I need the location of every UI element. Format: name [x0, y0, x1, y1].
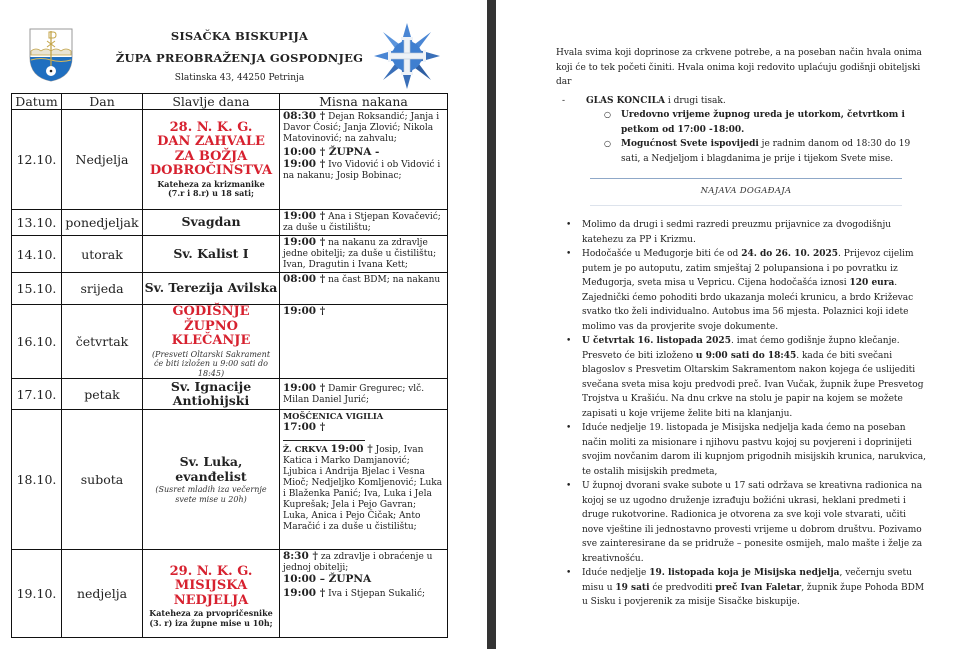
announcement-item: [566, 247, 928, 334]
announcement-text-bold: u 9:00 sati do 18:45: [695, 350, 797, 361]
parish-title: ŽUPA PREOBRAŽENJA GOSPODNJEG: [115, 51, 364, 65]
announcement-text: , večernju svetu misu u: [582, 568, 912, 593]
bullet-dot-icon: •: [566, 481, 572, 491]
announcement-item: [566, 218, 928, 247]
table-row: [12, 210, 448, 236]
mass-entry: [283, 588, 444, 600]
mass-entry: [283, 274, 444, 286]
feast-name: Svagdan: [181, 214, 241, 230]
announcement-text: . Prijevoz cijelim putem je po autoputu, zatim smještaj 2 polupansiona i po povratku iz Međugorja, sveta misa u Vepricu. Cijena hodočašća iznosi: [582, 249, 914, 288]
row-intentions: [280, 550, 448, 638]
feast-name: Sv. Kalist I: [173, 245, 249, 261]
feast-name-line: GODIŠNJE ŽUPNO KLEČANJE: [171, 304, 251, 348]
separator-line: [283, 434, 365, 441]
announcement-text: Molimo da drugi i sedmi razredi preuzmu prijavnice za dvogodišnju katehezu za PP i Krizmu.: [582, 220, 892, 245]
feast-name: Sv. Luka, evanđelist: [175, 454, 247, 484]
mass-entry: [283, 211, 444, 234]
mass-intention: na nakanu za zdravlje jedne obitelji; za duše u čistilištu; Ivan, Dragutin i Ivana Kett;: [283, 238, 437, 270]
mass-time: 08:30 †: [283, 110, 326, 122]
bullet-dot-icon: •: [566, 568, 572, 578]
announcement-text: . imat ćemo godišnje župno klečanje. Presveto će biti izloženo: [582, 336, 900, 361]
row-day: petak: [62, 379, 143, 410]
mass-time: 19:00 †: [283, 236, 326, 248]
announcement-item: [566, 566, 928, 610]
parish-address: Slatinska 43, 44250 Petrinja: [174, 73, 305, 83]
mass-intention: za zdravlje i obraćenje u jednoj obitelji;: [283, 552, 433, 573]
row-feast: [143, 305, 280, 379]
right-page-content: [556, 46, 928, 610]
mass-entry: [283, 237, 444, 271]
bullet-dot-icon: •: [566, 423, 572, 433]
announcement-text-bold: 24. do 26. 10. 2025: [741, 249, 839, 259]
mass-intention: Josip, Ivan Katica i Marko Damjanović; Ljubica i Andrija Bjelac i Vesna Mioč; Nedjeljko Komljenović; Luka i Blaženka Panić; Iva, Luka i Jela Kuprešak; Jela i Pejo Gavran; Luka, Anica i Pejo Čičak; Anto Maračić i za duše u čistilištu;: [283, 445, 443, 532]
section-title: NAJAVA DOGAĐAJA: [700, 186, 792, 196]
announcements-list: [566, 218, 928, 610]
mass-time: 17:00 †: [283, 421, 326, 433]
row-feast: [143, 273, 280, 305]
page-divider: [487, 0, 496, 649]
mass-time: 10:00 † ŽUPNA -: [283, 146, 380, 158]
row-date: 14.10.: [12, 236, 62, 273]
feast-name-line: 28. N. K. G.: [169, 119, 253, 135]
bullet-dot-icon: •: [566, 336, 572, 346]
dash-item-rest: i drugi tisak.: [664, 95, 726, 106]
mass-entry: [283, 383, 444, 406]
mass-time: 19:00 †: [330, 443, 373, 455]
bullet-dot-icon: •: [566, 249, 572, 259]
feast-name-line: 29. N. K. G.: [169, 563, 253, 579]
mass-time: 10:00 – ŽUPNA: [283, 573, 372, 585]
dash-item-bold: GLAS KONCILA: [586, 95, 665, 106]
mass-entry: [283, 306, 444, 318]
bullet-dot-icon: •: [566, 220, 572, 230]
church-label: Ž. CRKVA: [283, 444, 328, 454]
row-intentions: [280, 379, 448, 410]
row-day: Nedjelja: [62, 110, 143, 210]
mass-time: 19:00 †: [283, 158, 326, 170]
dash-bullet-icon: -: [562, 95, 566, 106]
row-feast: [143, 550, 280, 638]
mass-intention: na čast BDM; na nakanu: [328, 275, 441, 285]
row-day: srijeda: [62, 273, 143, 305]
sub-item-bold: Uredovno vrijeme župnog ureda je utorkom, četvrtkom i petkom od 17:00 -18:00.: [621, 110, 905, 135]
sub-list: [604, 108, 928, 166]
column-header-date: Datum: [12, 94, 62, 110]
mass-intention: Ana i Stjepan Kovačević; za duše u čistilištu;: [283, 212, 441, 233]
row-day: subota: [62, 410, 143, 550]
mass-intention: Iva i Stjepan Sukalić;: [328, 589, 426, 599]
announcement-text: , župnik župe Pohoda BDM u Sisku i povjerenik za misije Sisačke biskupije.: [582, 582, 925, 607]
feast-note: Kateheza za krizmanike (7.r i 8.r) u 18 sati;: [157, 178, 265, 198]
announcement-text: Hodočašće u Međugorje biti će od: [582, 249, 742, 259]
row-intentions: [280, 410, 448, 550]
row-intentions: [280, 273, 448, 305]
feast-name: Sv. Ignacije Antiohijski: [170, 378, 252, 408]
row-day: ponedjeljak: [62, 210, 143, 236]
announcement-text: Iduće nedjelje: [582, 568, 650, 578]
mass-time: 08:00 †: [283, 273, 326, 285]
mass-intention: Damir Gregurec; vlč. Milan Daniel Jurić;: [283, 383, 425, 405]
feast-note: (Presveti Oltarski Sakrament će biti izložen u 9:00 sati do 18:45): [151, 349, 271, 378]
row-date: 13.10.: [12, 210, 62, 236]
row-date: 15.10.: [12, 273, 62, 305]
row-feast: [143, 110, 280, 210]
bulletin-page-right: [496, 0, 958, 649]
announcement-text-bold: 19 sati: [615, 582, 650, 593]
announcement-item: [566, 479, 928, 566]
announcement-text: . kada će biti svečani blagoslov s Presvetim Oltarskim Sakramentom nakon kojega će uslijediti svečana sveta misa koju predvodi preč. Ivan Vučak, župnik župe Presvetog Trojstva u Krašiću. Na dnu crkve na stolu je papir na kojem se možete zapisati u koje vrijeme želite biti na klanjanju.: [582, 350, 924, 419]
announcement-text: U župnoj dvorani svake subote u 17 sati održava se kreativna radionica na kojoj se uz ugodno druženje izrađuju božićni ukrasi, heklani predmeti i druge rukotvorine. Radionica je otvorena za sve koji vole stvarati, učiti nove vještine ili jednostavno provesti vrijeme u dobrom društvu. Pozivamo sve zainteresirane da se pridruže – ponesite osmijeh, malo mašte i želje za kreativnošću.: [582, 481, 923, 564]
row-day: četvrtak: [62, 305, 143, 379]
section-divider-top: [590, 178, 902, 179]
sub-list-item: [604, 108, 928, 137]
row-day: nedjelja: [62, 550, 143, 638]
table-row: [12, 305, 448, 379]
announcement-text-bold: 19. listopada koja je Misijska nedjelja: [649, 568, 840, 578]
sub-item-bold: Mogućnost Svete ispovijedi: [621, 139, 759, 149]
circle-bullet-icon: ○: [604, 139, 611, 148]
table-row: [12, 236, 448, 273]
mass-entry: [283, 159, 444, 182]
feast-name-line: DAN ZAHVALE ZA BOŽJA DOBROČINSTVA: [149, 134, 273, 178]
mass-entry: [283, 422, 444, 434]
sub-list-item: [604, 137, 928, 166]
feast-note: (Susret mladih iza večernje svete mise u 20h): [155, 485, 267, 504]
row-feast: [143, 236, 280, 273]
mass-time: 19:00 †: [283, 587, 326, 599]
announcement-text: . Zajednički ćemo pohoditi brdo ukazanja moleći krunicu, a brdo Križevac svatko tko želi individualno. Autobus ima 56 mjesta. Polaznici koji idete molimo vas da provjerite svoje dokumente.: [582, 278, 914, 332]
table-row: [12, 550, 448, 638]
section-divider-bottom: [590, 205, 902, 206]
announcement-text-bold: 120 eura: [849, 278, 895, 288]
row-feast: [143, 410, 280, 550]
mass-time: 19:00 †: [283, 305, 326, 317]
row-intentions: [280, 110, 448, 210]
mass-schedule-table: [11, 93, 448, 638]
row-date: 17.10.: [12, 379, 62, 410]
dash-list: [562, 94, 928, 109]
announcement-text-bold: U četvrtak 16. listopada 2025: [582, 336, 731, 346]
thanks-paragraph: Hvala svima koji doprinose za crkvene potrebe, a na poseban način hvala onima koji će to tek početi činiti. Hvala onima koji redovito uplaćuju godišnji obiteljski dar: [556, 48, 922, 87]
row-day: utorak: [62, 236, 143, 273]
mass-entry: [283, 574, 444, 586]
announcement-text: će predvoditi: [649, 582, 716, 593]
mass-time: 8:30 †: [283, 550, 318, 562]
column-header-day: Dan: [62, 94, 143, 110]
mass-time: 19:00 †: [283, 381, 326, 394]
feast-name-line: MISIJSKA NEDJELJA: [173, 578, 249, 608]
announcement-item: [566, 334, 928, 421]
row-feast: [143, 379, 280, 410]
row-date: 16.10.: [12, 305, 62, 379]
row-feast: [143, 210, 280, 236]
table-row: [12, 410, 448, 550]
mass-entry: [283, 111, 444, 145]
column-header-feast: Slavlje dana: [143, 94, 280, 110]
row-date: 19.10.: [12, 550, 62, 638]
table-header-row: [12, 94, 448, 110]
diocese-title: SISAČKA BISKUPIJA: [170, 29, 309, 43]
mass-intention: Dejan Roksandić; Janja i Davor Ćosić; Janja Zlović; Nikola Matovinović; na zahvalu;: [283, 112, 440, 144]
table-row: [12, 110, 448, 210]
row-intentions: [280, 236, 448, 273]
row-intentions: [280, 305, 448, 379]
column-header-intention: Misna nakana: [280, 94, 448, 110]
table-row: [12, 273, 448, 305]
vigil-label: MOŠĆENICA VIGILIA: [283, 411, 384, 421]
feast-name: Sv. Terezija Avilska: [144, 280, 278, 296]
announcement-text: Iduće nedjelje 19. listopada je Misijska nedjelja kada ćemo na poseban način moliti za misionare i njihovu pastvu kojoj su povjereni i doprinijeti svojim novčanim darom ili kupnjom prigodnih misijskih krunica, narukvica, te ostalih misijskih predmeta,: [582, 423, 926, 477]
announcement-item: [566, 421, 928, 479]
mass-entry: [283, 444, 444, 533]
announcement-text-bold: preč Ivan Faletar: [715, 582, 802, 593]
mass-time: 19:00 †: [283, 210, 326, 222]
row-intentions: [280, 210, 448, 236]
mass-entry: [283, 551, 444, 574]
sub-item-rest: je radnim danom od 18:30 do 19 sati, a Nedjeljom i blagdanima je prije i tijekom Svete mise.: [621, 139, 911, 164]
dash-list-item: [562, 94, 928, 109]
row-date: 18.10.: [12, 410, 62, 550]
feast-note: Kateheza za prvopričesnike (3. r) iza župne mise u 10h;: [149, 608, 273, 628]
row-date: 12.10.: [12, 110, 62, 210]
table-row: [12, 379, 448, 410]
circle-bullet-icon: ○: [604, 110, 611, 119]
mass-intention: Ivo Vidović i ob Vidović i na nakanu; Josip Bobinac;: [283, 160, 441, 181]
